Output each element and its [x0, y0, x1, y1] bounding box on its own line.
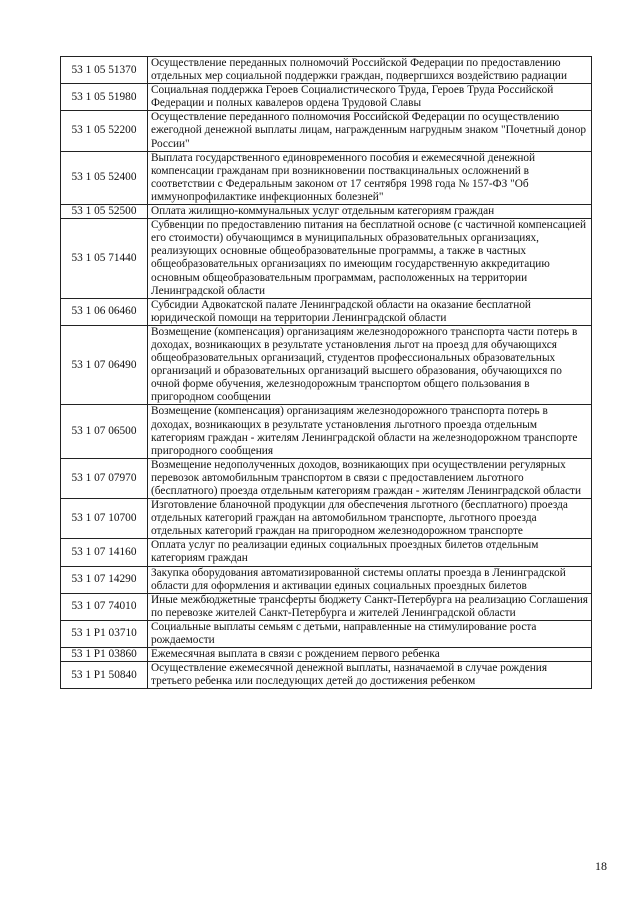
table-row [61, 219, 592, 299]
target-code-cell: 53 1 05 52200 [61, 111, 148, 151]
target-code-cell: 53 1 07 10700 [61, 499, 148, 539]
description-cell: Социальные выплаты семьям с детьми, направленные на стимулирование роста рождаемости [148, 620, 592, 647]
table-row [61, 205, 592, 219]
target-code-cell: 53 1 07 74010 [61, 593, 148, 620]
description-cell: Выплата государственного единовременного пособия и ежемесячной денежной компенсации гражданам при возникновении поствакцинальных осложнений в соответствии с Федеральным законом от 17 сентября 1998 года № 157-ФЗ "Об иммунопрофилактике инфекционных болезней" [148, 151, 592, 204]
target-code-cell: 53 1 05 51980 [61, 84, 148, 111]
document-page [60, 56, 592, 689]
description-cell: Возмещение (компенсация) организациям железнодорожного транспорта потерь в доходах, возникающих в результате установления льготного проезда отдельным категориям граждан - жителям Ленинградской области на железнодорожном транспорте пригородного сообщения [148, 405, 592, 458]
description-cell: Изготовление бланочной продукции для обеспечения льготного (бесплатного) проезда отдельных категорий граждан на автомобильном транспорте, льготного проезда отдельных категорий граждан на пригородном железнодорожном транспорте [148, 499, 592, 539]
target-code-cell: 53 1 07 14160 [61, 539, 148, 566]
target-code-cell: 53 1 07 06500 [61, 405, 148, 458]
description-cell: Субвенции по предоставлению питания на бесплатной основе (с частичной компенсацией его стоимости) обучающимся в муниципальных образовательных организациях, реализующих основные общеобразовательные программы, а также в частных общеобразовательных организациях по имеющим государственную аккредитацию основным общеобразовательным программам, расположенных на территории Ленинградской области [148, 219, 592, 299]
budget-classification-table [60, 56, 592, 689]
table-row [61, 405, 592, 458]
table-body [61, 57, 592, 689]
target-code-cell: 53 1 05 52400 [61, 151, 148, 204]
target-code-cell: 53 1 P1 03710 [61, 620, 148, 647]
description-cell: Социальная поддержка Героев Социалистического Труда, Героев Труда Российской Федерации и полных кавалеров ордена Трудовой Славы [148, 84, 592, 111]
target-code-cell: 53 1 07 14290 [61, 566, 148, 593]
description-cell: Осуществление переданных полномочий Российской Федерации по предоставлению отдельных мер социальной поддержки граждан, подвергшихся воздействию радиации [148, 57, 592, 84]
target-code-cell: 53 1 05 52500 [61, 205, 148, 219]
target-code-cell: 53 1 06 06460 [61, 298, 148, 325]
target-code-cell: 53 1 P1 03860 [61, 648, 148, 662]
target-code-cell: 53 1 05 51370 [61, 57, 148, 84]
table-row [61, 566, 592, 593]
description-cell: Иные межбюджетные трансферты бюджету Санкт-Петербурга на реализацию Соглашения по перевозке жителей Санкт-Петербурга и жителей Ленинградской области [148, 593, 592, 620]
description-cell: Оплата услуг по реализации единых социальных проездных билетов отдельным категориям граждан [148, 539, 592, 566]
table-row [61, 298, 592, 325]
table-row [61, 458, 592, 498]
table-row [61, 325, 592, 405]
description-cell: Осуществление переданного полномочия Российской Федерации по осуществлению ежегодной денежной выплаты лицам, награжденным нагрудным знаком "Почетный донор России" [148, 111, 592, 151]
table-row [61, 620, 592, 647]
target-code-cell: 53 1 07 06490 [61, 325, 148, 405]
target-code-cell: 53 1 P1 50840 [61, 662, 148, 689]
description-cell: Возмещение (компенсация) организациям железнодорожного транспорта части потерь в доходах, возникающих в результате установления льгот на проезд для обучающихся общеобразовательных организаций, студентов профессиональных образовательных организаций и образовательных организаций высшего образования, обучающихся по очной форме обучения, железнодорожным транспортом общего пользования в пригородном сообщении [148, 325, 592, 405]
table-row [61, 648, 592, 662]
table-row [61, 662, 592, 689]
page-number: 18 [595, 859, 607, 873]
table-row [61, 151, 592, 204]
description-cell: Субсидии Адвокатской палате Ленинградской области на оказание бесплатной юридической помощи на территории Ленинградской области [148, 298, 592, 325]
table-row [61, 84, 592, 111]
table-row [61, 593, 592, 620]
table-row [61, 57, 592, 84]
description-cell: Возмещение недополученных доходов, возникающих при осуществлении регулярных перевозок автомобильным транспортом в связи с предоставлением льготного (бесплатного) проезда отдельным категориям граждан - жителям Ленинградской области [148, 458, 592, 498]
table-row [61, 539, 592, 566]
description-cell: Оплата жилищно-коммунальных услуг отдельным категориям граждан [148, 205, 592, 219]
description-cell: Осуществление ежемесячной денежной выплаты, назначаемой в случае рождения третьего ребенка или последующих детей до достижения ребенком [148, 662, 592, 689]
description-cell: Ежемесячная выплата в связи с рождением первого ребенка [148, 648, 592, 662]
description-cell: Закупка оборудования автоматизированной системы оплаты проезда в Ленинградской области для оформления и активации единых социальных проездных билетов [148, 566, 592, 593]
target-code-cell: 53 1 07 07970 [61, 458, 148, 498]
target-code-cell: 53 1 05 71440 [61, 219, 148, 299]
table-row [61, 499, 592, 539]
table-row [61, 111, 592, 151]
